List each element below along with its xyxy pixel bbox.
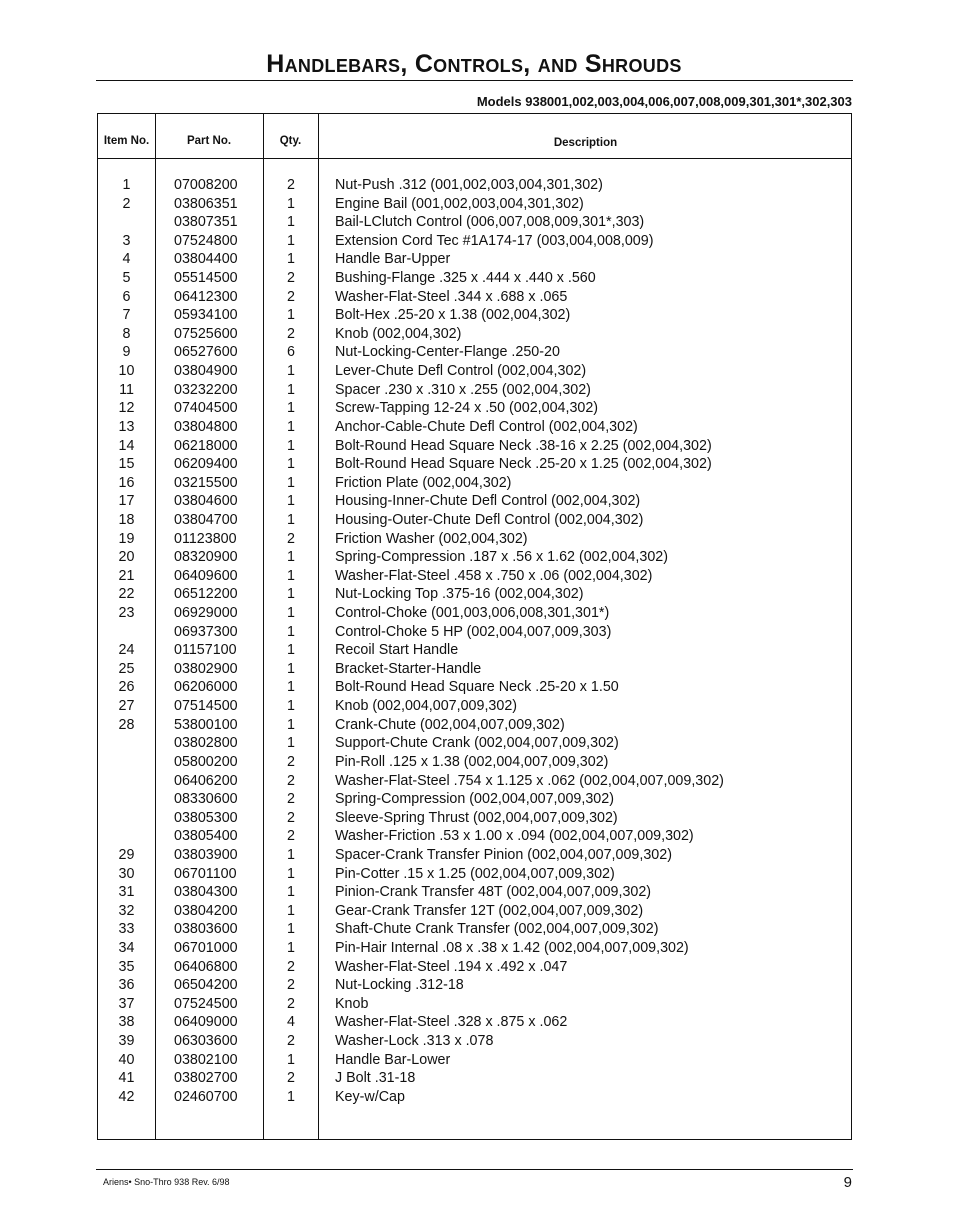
description: Bail-LClutch Control (006,007,008,009,301*,303) (335, 214, 645, 231)
item-number: 34 (118, 939, 135, 956)
quantity: 1 (287, 660, 295, 677)
quantity: 1 (287, 549, 295, 566)
quantity: 1 (287, 456, 295, 473)
table-row (98, 809, 851, 828)
part-number: 06218000 (174, 437, 238, 454)
quantity: 1 (287, 1088, 295, 1105)
quantity: 1 (287, 623, 295, 640)
item-number: 10 (118, 363, 135, 380)
quantity: 1 (287, 735, 295, 752)
part-number: 03804800 (174, 418, 238, 435)
quantity: 1 (287, 921, 295, 938)
item-number: 3 (122, 232, 131, 249)
description: Friction Washer (002,004,302) (335, 530, 528, 547)
quantity: 6 (287, 344, 295, 361)
table-row (98, 660, 851, 679)
part-number: 03803900 (174, 846, 238, 863)
table-row (98, 753, 851, 772)
quantity: 1 (287, 232, 295, 249)
part-number: 03802800 (174, 735, 238, 752)
page-number: 9 (843, 1174, 852, 1191)
table-row (98, 269, 851, 288)
item-number: 6 (122, 288, 131, 305)
part-number: 07008200 (174, 177, 238, 193)
part-number: 07514500 (174, 698, 238, 715)
table-row (98, 381, 851, 400)
item-number: 33 (118, 921, 135, 938)
table-row (98, 939, 851, 958)
item-number: 40 (118, 1051, 135, 1068)
table-row (98, 641, 851, 660)
item-number: 31 (118, 884, 135, 901)
table-row (98, 511, 851, 530)
table-row (98, 474, 851, 493)
item-number: 2 (122, 195, 131, 212)
item-number: 15 (118, 456, 135, 473)
item-number: 17 (118, 493, 135, 510)
part-number: 01123800 (174, 530, 237, 547)
table-row (98, 585, 851, 604)
part-number: 06412300 (174, 288, 238, 305)
part-number: 06929000 (174, 605, 238, 622)
description: Gear-Crank Transfer 12T (002,004,007,009,302) (335, 902, 644, 919)
part-number: 03804300 (174, 884, 238, 901)
table-row (98, 1032, 851, 1051)
description: Spring-Compression .187 x .56 x 1.62 (002,004,302) (335, 549, 668, 566)
quantity: 2 (287, 288, 295, 305)
quantity: 2 (287, 1070, 295, 1087)
description: Nut-Push .312 (001,002,003,004,301,302) (335, 177, 603, 193)
table-row (98, 623, 851, 642)
header-part-no: Part No. (186, 135, 232, 147)
part-number: 03802700 (174, 1070, 238, 1087)
item-number: 41 (118, 1070, 135, 1087)
part-number: 06504200 (174, 977, 238, 994)
item-number: 9 (122, 344, 131, 361)
description: Crank-Chute (002,004,007,009,302) (335, 716, 565, 733)
table-row (98, 734, 851, 753)
table-row (98, 455, 851, 474)
quantity: 2 (287, 753, 295, 770)
item-number: 26 (118, 679, 135, 696)
table-row (98, 827, 851, 846)
quantity: 1 (287, 642, 295, 659)
quantity: 1 (287, 214, 295, 231)
table-row (98, 902, 851, 921)
parts-table (97, 113, 852, 1140)
description: Pin-Hair Internal .08 x .38 x 1.42 (002,004,007,009,302) (335, 939, 689, 956)
description: Pin-Cotter .15 x 1.25 (002,004,007,009,302) (335, 865, 615, 882)
table-row (98, 790, 851, 809)
part-number: 03804600 (174, 493, 238, 510)
table-row (98, 1088, 851, 1107)
part-number: 06527600 (174, 344, 238, 361)
part-number: 03805300 (174, 809, 238, 826)
description: Bolt-Round Head Square Neck .38-16 x 2.25 (002,004,302) (335, 437, 712, 454)
item-number: 35 (118, 958, 135, 975)
quantity: 1 (287, 605, 295, 622)
description: J Bolt .31-18 (335, 1070, 416, 1087)
description: Handle Bar-Lower (335, 1051, 451, 1068)
part-number: 07525600 (174, 325, 238, 342)
item-number: 36 (118, 977, 135, 994)
table-row (98, 530, 851, 549)
title-divider (96, 80, 853, 81)
quantity: 2 (287, 1033, 295, 1050)
quantity: 1 (287, 939, 295, 956)
part-number: 03804700 (174, 511, 238, 528)
table-row (98, 288, 851, 307)
footer-divider (96, 1169, 853, 1170)
item-number: 37 (118, 995, 135, 1012)
quantity: 1 (287, 884, 295, 901)
item-number: 24 (118, 642, 135, 659)
table-row (98, 343, 851, 362)
part-number: 03802900 (174, 660, 238, 677)
header-qty: Qty. (279, 135, 302, 147)
parts-rows (98, 176, 851, 1106)
item-number: 39 (118, 1033, 135, 1050)
part-number: 03215500 (174, 474, 238, 491)
description: Bracket-Starter-Handle (335, 660, 482, 677)
description: Pin-Roll .125 x 1.38 (002,004,007,009,302) (335, 753, 609, 770)
part-number: 06406800 (174, 958, 238, 975)
item-number: 12 (118, 400, 135, 417)
part-number: 03805400 (174, 828, 238, 845)
item-number: 13 (118, 418, 135, 435)
item-number: 21 (118, 567, 135, 584)
description: Washer-Flat-Steel .344 x .688 x .065 (335, 288, 568, 305)
part-number: 06701000 (174, 939, 238, 956)
part-number: 07524800 (174, 232, 238, 249)
description: Washer-Flat-Steel .458 x .750 x .06 (002,004,302) (335, 567, 653, 584)
item-number: 22 (118, 586, 135, 603)
table-row (98, 976, 851, 995)
description: Knob (335, 995, 369, 1012)
table-row (98, 883, 851, 902)
quantity: 2 (287, 530, 295, 547)
quantity: 1 (287, 716, 295, 733)
description: Nut-Locking-Center-Flange .250-20 (335, 344, 560, 361)
item-number: 1 (122, 177, 131, 193)
table-row (98, 604, 851, 623)
description: Housing-Inner-Chute Defl Control (002,004,302) (335, 493, 641, 510)
quantity: 2 (287, 791, 295, 808)
part-number: 06937300 (174, 623, 238, 640)
description: Bolt-Round Head Square Neck .25-20 x 1.25 (002,004,302) (335, 456, 712, 473)
part-number: 53800100 (174, 716, 238, 733)
table-row (98, 1013, 851, 1032)
description: Knob (002,004,007,009,302) (335, 698, 518, 715)
item-number: 4 (122, 251, 131, 268)
description: Shaft-Chute Crank Transfer (002,004,007,009,302) (335, 921, 659, 938)
page-title: Handlebars, Controls, and Shrouds (266, 50, 682, 78)
description: Extension Cord Tec #1A174-17 (003,004,008,009) (335, 232, 654, 249)
quantity: 4 (287, 1014, 295, 1031)
description: Anchor-Cable-Chute Defl Control (002,004,302) (335, 418, 638, 435)
quantity: 2 (287, 828, 295, 845)
table-row (98, 1069, 851, 1088)
table-row (98, 1051, 851, 1070)
quantity: 1 (287, 474, 295, 491)
item-number: 18 (118, 511, 135, 528)
quantity: 1 (287, 679, 295, 696)
part-number: 03232200 (174, 381, 238, 398)
part-number: 08330600 (174, 791, 238, 808)
quantity: 1 (287, 195, 295, 212)
description: Control-Choke 5 HP (002,004,007,009,303) (335, 623, 612, 640)
description: Washer-Flat-Steel .328 x .875 x .062 (335, 1014, 568, 1031)
item-number: 25 (118, 660, 135, 677)
table-row (98, 995, 851, 1014)
item-number: 11 (119, 381, 134, 398)
item-number: 19 (118, 530, 135, 547)
table-row (98, 958, 851, 977)
quantity: 1 (287, 418, 295, 435)
table-row (98, 548, 851, 567)
table-row (98, 176, 851, 195)
description: Friction Plate (002,004,302) (335, 474, 512, 491)
description: Support-Chute Crank (002,004,007,009,302) (335, 735, 619, 752)
part-number: 06406200 (174, 772, 238, 789)
part-number: 07404500 (174, 400, 238, 417)
description: Washer-Friction .53 x 1.00 x .094 (002,004,007,009,302) (335, 828, 694, 845)
item-number: 16 (118, 474, 135, 491)
description: Washer-Flat-Steel .194 x .492 x .047 (335, 958, 568, 975)
quantity: 1 (287, 437, 295, 454)
description: Recoil Start Handle (335, 642, 459, 659)
item-number: 38 (118, 1014, 135, 1031)
description: Nut-Locking Top .375-16 (002,004,302) (335, 586, 584, 603)
part-number: 01157100 (174, 642, 237, 659)
item-number: 7 (122, 307, 131, 324)
quantity: 2 (287, 958, 295, 975)
quantity: 1 (287, 902, 295, 919)
models-line: Models 938001,002,003,004,006,007,008,009,301,301*,302,303 (476, 94, 852, 109)
quantity: 1 (287, 1051, 295, 1068)
quantity: 1 (287, 307, 295, 324)
description: Spring-Compression (002,004,007,009,302) (335, 791, 614, 808)
description: Washer-Lock .313 x .078 (335, 1033, 494, 1050)
part-number: 06303600 (174, 1033, 238, 1050)
quantity: 2 (287, 325, 295, 342)
item-number: 30 (118, 865, 135, 882)
quantity: 2 (287, 995, 295, 1012)
table-row (98, 716, 851, 735)
description: Engine Bail (001,002,003,004,301,302) (335, 195, 584, 212)
part-number: 08320900 (174, 549, 238, 566)
item-number: 14 (118, 437, 135, 454)
item-number: 28 (118, 716, 135, 733)
description: Spacer .230 x .310 x .255 (002,004,302) (335, 381, 591, 398)
header-item-no: Item No. (103, 135, 150, 147)
quantity: 1 (287, 511, 295, 528)
quantity: 2 (287, 977, 295, 994)
quantity: 1 (287, 363, 295, 380)
quantity: 1 (287, 381, 295, 398)
quantity: 1 (287, 251, 295, 268)
part-number: 05800200 (174, 753, 238, 770)
table-row (98, 362, 851, 381)
description: Housing-Outer-Chute Defl Control (002,004,302) (335, 511, 644, 528)
item-number: 23 (118, 605, 135, 622)
part-number: 05934100 (174, 307, 238, 324)
description: Bushing-Flange .325 x .444 x .440 x .560 (335, 270, 596, 287)
description: Spacer-Crank Transfer Pinion (002,004,007,009,302) (335, 846, 672, 863)
table-row (98, 437, 851, 456)
table-row (98, 678, 851, 697)
part-number: 03804400 (174, 251, 238, 268)
part-number: 06409000 (174, 1014, 238, 1031)
part-number: 03806351 (174, 195, 238, 212)
description: Screw-Tapping 12-24 x .50 (002,004,302) (335, 400, 599, 417)
item-number: 32 (118, 902, 135, 919)
description: Washer-Flat-Steel .754 x 1.125 x .062 (002,004,007,009,302) (335, 772, 724, 789)
table-row (98, 920, 851, 939)
item-number: 29 (118, 846, 135, 863)
item-number: 5 (122, 270, 131, 287)
quantity: 1 (287, 865, 295, 882)
quantity: 2 (287, 772, 295, 789)
part-number: 03804900 (174, 363, 238, 380)
quantity: 2 (287, 270, 295, 287)
description: Key-w/Cap (335, 1088, 405, 1105)
table-row (98, 697, 851, 716)
table-row (98, 492, 851, 511)
part-number: 03803600 (174, 921, 238, 938)
description: Sleeve-Spring Thrust (002,004,007,009,302) (335, 809, 618, 826)
description: Bolt-Round Head Square Neck .25-20 x 1.50 (335, 679, 619, 696)
quantity: 2 (287, 809, 295, 826)
item-number: 27 (118, 698, 135, 715)
table-row (98, 306, 851, 325)
header-divider (98, 158, 851, 159)
part-number: 06206000 (174, 679, 238, 696)
quantity: 1 (287, 567, 295, 584)
table-row (98, 846, 851, 865)
table-row (98, 772, 851, 791)
description: Nut-Locking .312-18 (335, 977, 464, 994)
table-row (98, 567, 851, 586)
table-row (98, 325, 851, 344)
part-number: 06701100 (174, 865, 237, 882)
description: Lever-Chute Defl Control (002,004,302) (335, 363, 587, 380)
part-number: 02460700 (174, 1088, 238, 1105)
part-number: 03807351 (174, 214, 238, 231)
quantity: 1 (287, 493, 295, 510)
table-row (98, 213, 851, 232)
description: Handle Bar-Upper (335, 251, 451, 268)
part-number: 06209400 (174, 456, 238, 473)
description: Control-Choke (001,003,006,008,301,301*) (335, 605, 610, 622)
quantity: 1 (287, 586, 295, 603)
footer-publication: Ariens• Sno-Thro 938 Rev. 6/98 (103, 1177, 230, 1187)
table-row (98, 195, 851, 214)
quantity: 1 (287, 400, 295, 417)
part-number: 05514500 (174, 270, 238, 287)
quantity: 1 (287, 846, 295, 863)
item-number: 20 (118, 549, 135, 566)
part-number: 06409600 (174, 567, 238, 584)
table-row (98, 865, 851, 884)
quantity: 2 (287, 177, 295, 193)
table-row (98, 418, 851, 437)
item-number: 42 (118, 1088, 135, 1105)
part-number: 06512200 (174, 586, 238, 603)
part-number: 03802100 (174, 1051, 238, 1068)
header-description: Description (553, 137, 618, 149)
table-row (98, 250, 851, 269)
description: Pinion-Crank Transfer 48T (002,004,007,009,302) (335, 884, 652, 901)
item-number: 8 (122, 325, 131, 342)
description: Knob (002,004,302) (335, 325, 462, 342)
table-row (98, 399, 851, 418)
table-row (98, 232, 851, 251)
part-number: 07524500 (174, 995, 238, 1012)
quantity: 1 (287, 698, 295, 715)
description: Bolt-Hex .25-20 x 1.38 (002,004,302) (335, 307, 571, 324)
part-number: 03804200 (174, 902, 238, 919)
